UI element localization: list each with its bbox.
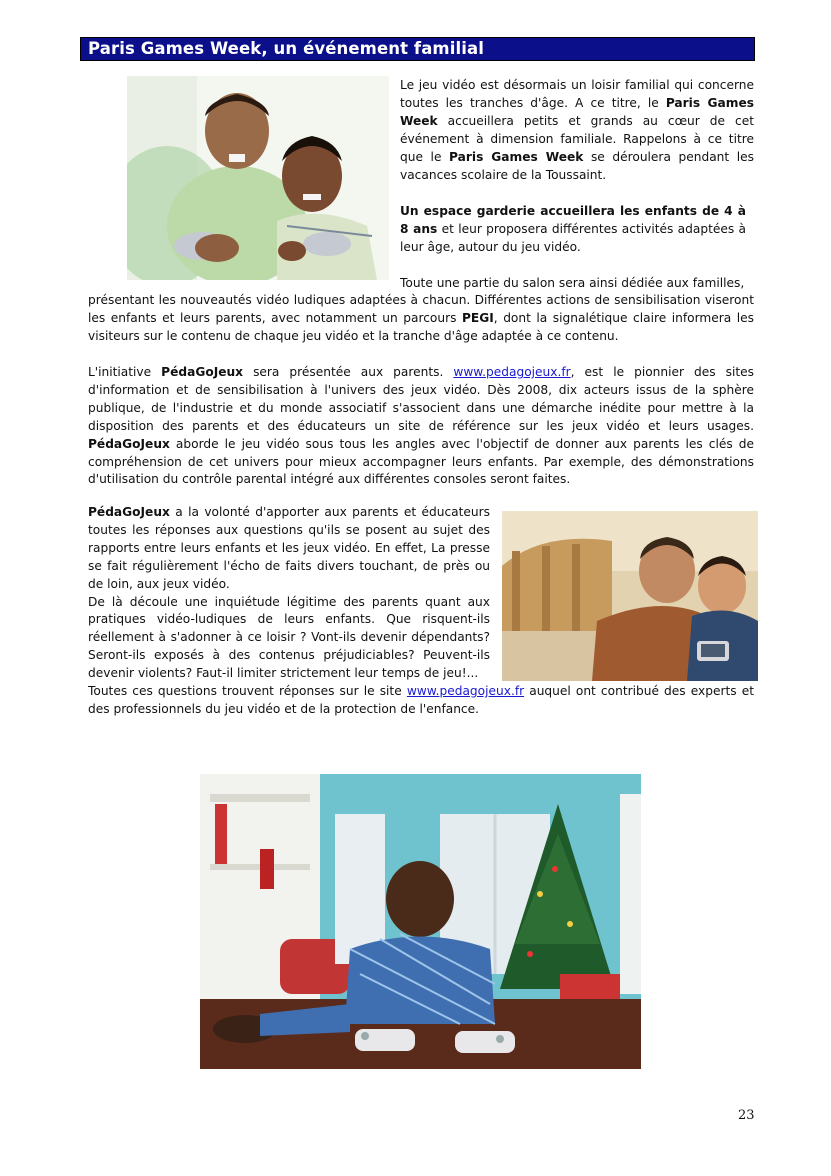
- concerns-text-1: a la volonté d'apporter aux parents et éducateurs toutes les réponses aux questions qu'ils se posent au sujet des rapports entre leurs enfants et les jeux vidéo. En effet, La presse se fait régulièrement l'écho de faits divers touchant, de près ou de loin, aux jeux vidéo.: [88, 505, 490, 591]
- family-text-start: Toute une partie du salon sera ainsi dédiée aux familles,: [400, 276, 745, 290]
- photo-father-son-handheld: [502, 511, 758, 681]
- daycare-text: et leur proposera différentes activités adaptées à leur âge, autour du jeu vidéo.: [400, 221, 746, 254]
- pedagojeux-name: PédaGoJeux: [88, 505, 170, 519]
- pedagojeux-name: PédaGoJeux: [88, 436, 170, 451]
- intro-text-2: accueillera petits et grands au cœur de cet événement à dimension familiale. Rappelons à ce titre que le: [400, 113, 754, 164]
- event-name: Paris Games Week: [400, 95, 754, 128]
- photo-boy-christmas-gaming: [200, 774, 641, 1069]
- intro-text-3: se déroulera pendant les vacances scolaire de la Toussaint.: [400, 149, 754, 182]
- answers-paragraph: [88, 683, 754, 719]
- family-text-2: , dont la signalétique claire informera les visiteurs sur le contenu de chaque jeu vidéo et la tranche d'âge adaptée à ce contenu.: [88, 310, 754, 343]
- event-name: Paris Games Week: [449, 149, 584, 164]
- pedagojeux-link[interactable]: www.pedagojeux.fr: [453, 365, 571, 379]
- concerns-paragraph: [88, 504, 490, 683]
- concerns-text-2: De là découle une inquiétude légitime des parents quant aux pratiques vidéo-ludiques de leurs enfants. Que risquent-ils réellement à s'adonner à ce loisir ? Vont-ils devenir dépendants? Seront-ils exposés à des contenus préjudiciables? Peuvent-ils devenir violents? Faut-il limiter strictement leur temps de jeu!...: [88, 594, 490, 681]
- photo-father-son-gaming: [127, 76, 389, 280]
- section-title-bar: [80, 37, 755, 61]
- answers-text-2: auquel ont contribué des experts et des professionnels du jeu vidéo et de la protection de l'enfance.: [88, 684, 754, 716]
- family-text-1: présentant les nouveautés vidéo ludiques adaptées à chacun. Différentes actions de sensibilisation viseront les enfants et leurs parents, avec notamment un parcours: [88, 293, 754, 325]
- pedagojeux-name: PédaGoJeux: [161, 365, 244, 379]
- intro-paragraph: [400, 77, 754, 184]
- pedagojeux-text-3: , est le pionnier des sites d'information et de sensibilisation à l'univers des jeux vidéo. Dès 2008, dix acteurs issus de la sphère publique, de l'industrie et du monde associatif s'associent dans une démarche inédite pour mettre à la disposition des parents et des éducateurs un site de référence sur les jeux vidéo et leurs usages.: [88, 365, 754, 433]
- daycare-highlight: Un espace garderie accueillera les enfants de 4 à 8 ans: [400, 204, 746, 236]
- pedagojeux-link[interactable]: www.pedagojeux.fr: [406, 684, 525, 698]
- pegi-label: PEGI: [461, 310, 494, 325]
- intro-text-1: Le jeu vidéo est désormais un loisir familial qui concerne toutes les tranches d'âge. A ce titre, le: [400, 78, 754, 110]
- pedagojeux-text-4: aborde le jeu vidéo sous tous les angles avec l'objectif de donner aux parents les clés de compréhension de cet univers pour mieux accompagner leurs enfants. Par exemple, des démonstrations d'utilisation du contrôle parental intégré aux différentes consoles seront faites.: [88, 436, 754, 487]
- pedagojeux-text-1: L'initiative: [88, 365, 162, 379]
- family-section-paragraph-start: [400, 275, 754, 293]
- daycare-paragraph: [400, 203, 746, 257]
- family-section-paragraph: [88, 292, 754, 346]
- page-number: 23: [738, 1108, 755, 1123]
- pedagojeux-text-2: sera présentée aux parents.: [243, 365, 454, 379]
- pedagojeux-intro-paragraph: [88, 364, 754, 489]
- section-title: Paris Games Week, un événement familial: [88, 39, 484, 58]
- answers-text-1: Toutes ces questions trouvent réponses sur le site: [88, 684, 407, 698]
